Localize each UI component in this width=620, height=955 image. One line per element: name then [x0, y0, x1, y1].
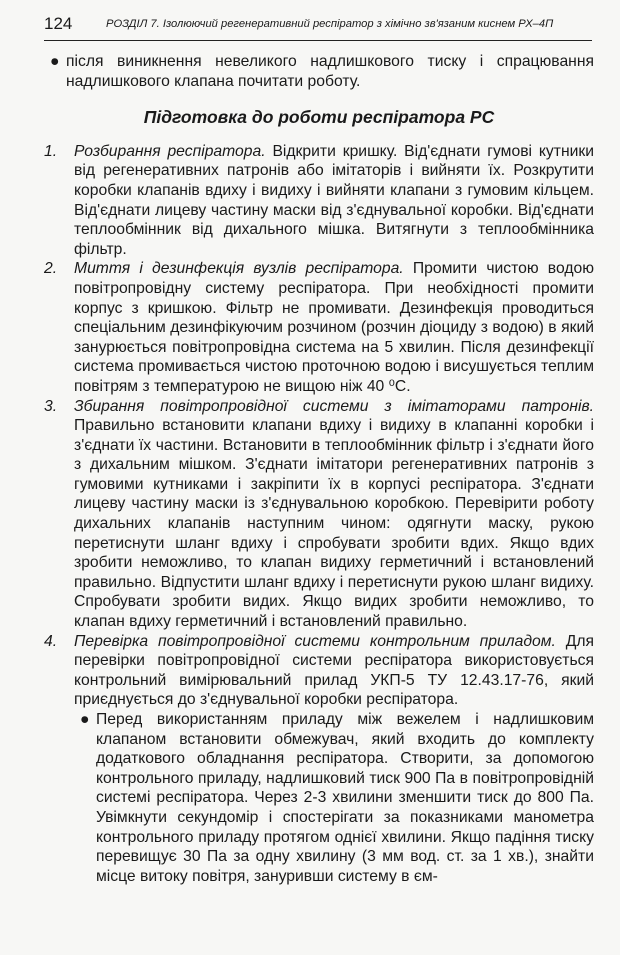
list-item-3 [44, 397, 594, 632]
bullet-icon: ● [50, 53, 60, 70]
item-text: Відкрити кришку. Від'єднати гумові кутники від регенеративних патронів або імітаторів і вийняти їх. Розкрутити коробки клапанів вдиху і видиху і вийняти клапани з гумовим кільцем. Від'єднати лицеву частину маски від з'єднувальної коробки. Від'єднати теплообмінник від дихального мішка. Витягнути з теплообмінника фільтр. [74, 142, 595, 258]
list-item-4 [44, 632, 594, 710]
bullet-icon: ● [80, 711, 90, 728]
item-text: Промити чистою водою повітропровідну систему респіратора. При необхідності промити корпус з кришкою. Фільтр не промивати. Дезинфекція проводиться спеціальним дезинфікуючим розчином (розчин діоциду з водою) в який занурюється повітропровідна система на 5 хвилин. Після дезинфекції система промивається чистою проточною водою і висушується теплим повітрям з температурою не вищою ніж 40 ⁰С. [74, 260, 594, 395]
sub-bullet [74, 710, 594, 886]
sub-bullet-text: Перед використанням приладу між вежелем і надлишковим клапаном встановити обмежувач, який входить до комплекту додаткового обладнання респіратора. Створити, за допомогою контрольного приладу, надлишковий тиск 900 Па в повітропровідній системі респіратора. Через 2-3 хвилини зменшити тиск до 800 Па. Увімкнути секундомір і спостерігати за показниками манометра контрольного приладу протягом однієї хвилини. Якщо падіння тиску перевищує 30 Па за одну хвилину (3 мм вод. ст. за 1 хв.), знайти місце витоку повітря, зануривши систему в єм- [96, 711, 594, 885]
intro-bullet-text: після виникнення невеликого надлишкового тиску і спрацювання надлишкового клапана почитати роботу. [66, 53, 594, 90]
item-text: Для перевірки повітропровідної системи респіратора використовується контрольний вимірювальний прилад УКП-5 ТУ 12.43.17-76, який приєднується до з'єднувальної коробки респіратора. [74, 632, 594, 709]
item-title: Перевірка повітропровідної системи контрольним приладом. [74, 632, 556, 650]
item-number: 1. [44, 142, 58, 160]
intro-bullet [44, 52, 594, 91]
item-number: 3. [44, 397, 58, 415]
item-number: 2. [44, 260, 58, 278]
item-title: Збирання повітропровідної системи з імітаторами патронів. [74, 397, 594, 415]
running-title: РОЗДІЛ 7. Ізолюючий регенеративний респіратор з хімічно зв'язаним киснем РХ–4П [106, 18, 554, 30]
page-body [44, 52, 594, 886]
section-title: Підготовка до роботи респіратора РС [143, 107, 495, 128]
item-title: Миття і дезинфекція вузлів респіратора. [74, 260, 404, 278]
list-item-1 [44, 142, 594, 260]
item-title: Розбирання респіратора. [74, 142, 266, 160]
list-item-2 [44, 259, 594, 396]
item-text: Правильно встановити клапани вдиху і видиху в клапанні коробки і з'єднати їх частини. Встановити в теплообмінник фільтр і з'єднати його з дихальним мішком. З'єднати імітатори регенеративних патронів з гумовими кутниками і закріпити їх в корпусі респіратора. З'єднати лицеву частину маски із з'єднувальною коробкою. Перевірити роботу дихальних клапанів наступним чином: одягнути маску, рукою перетиснути шланг вдиху і спробувати зробити вдих. Якщо вдих зробити неможливо, то клапан видиху герметичний і встановлений правильно. Відпустити шланг вдиху і перетиснути рукою шланг видиху. Спробувати зробити видих. Якщо видих зробити неможливо, то клапан вдиху герметичний і встановлений правильно. [74, 417, 594, 631]
item-number: 4. [44, 632, 58, 650]
page-number: 124 [44, 14, 73, 33]
page-header [44, 14, 592, 41]
